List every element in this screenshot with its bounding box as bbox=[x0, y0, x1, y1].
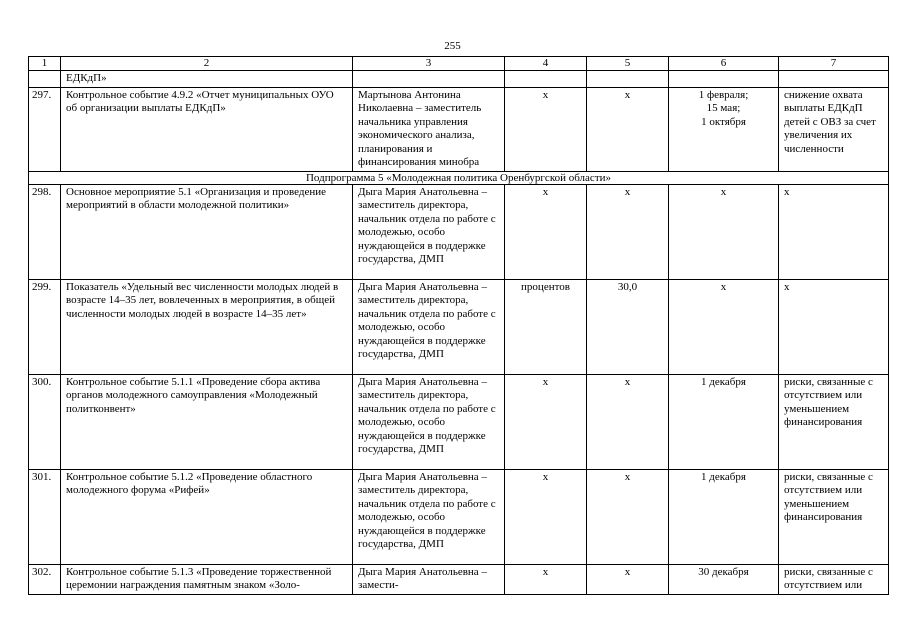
table-row bbox=[29, 469, 889, 564]
responsible-person: Дыга Мария Анатольевна – заместитель директора, начальник отдела по работе с молодежью, особо нуждающейся в поддержке государства, ДМП bbox=[353, 184, 505, 279]
planned-value: х bbox=[587, 184, 669, 279]
row-number: 300. bbox=[29, 374, 61, 469]
row-number: 297. bbox=[29, 87, 61, 171]
deadline: х bbox=[669, 279, 779, 374]
row-number: 302. bbox=[29, 564, 61, 594]
column-header: 1 bbox=[29, 57, 61, 71]
planned-value: х bbox=[587, 87, 669, 171]
table-row bbox=[29, 564, 889, 594]
unit-of-measure: х bbox=[505, 374, 587, 469]
event-description: ЕДКдП» bbox=[61, 71, 353, 88]
plan-table bbox=[28, 56, 889, 595]
deadline: 1 декабря bbox=[669, 374, 779, 469]
row-number: 301. bbox=[29, 469, 61, 564]
subprogram-header-row bbox=[29, 171, 889, 184]
event-description: Показатель «Удельный вес численности молодых людей в возрасте 14–35 лет, вовлеченных в мероприятия, в общей численности молодых людей в возрасте 14–35 лет» bbox=[61, 279, 353, 374]
risks: риски, связанные с отсутствием или bbox=[779, 564, 889, 594]
unit-of-measure: х bbox=[505, 184, 587, 279]
row-number: 299. bbox=[29, 279, 61, 374]
event-description: Контрольное событие 5.1.2 «Проведение областного молодежного форума «Рифей» bbox=[61, 469, 353, 564]
event-description: Контрольное событие 5.1.3 «Проведение торжественной церемонии награждения памятным знаком «Золо- bbox=[61, 564, 353, 594]
unit-of-measure: х bbox=[505, 564, 587, 594]
page-number: 255 bbox=[444, 40, 461, 52]
event-description: Контрольное событие 5.1.1 «Проведение сбора актива органов молодежного самоуправления «Молодежный политконвент» bbox=[61, 374, 353, 469]
event-description: Основное мероприятие 5.1 «Организация и проведение мероприятий в области молодежной политики» bbox=[61, 184, 353, 279]
deadline: 1 декабря bbox=[669, 469, 779, 564]
responsible-person: Мартынова Антонина Николаевна – заместитель начальника управления экономического анализа, планирования и финансирования минобра bbox=[353, 87, 505, 171]
table-row bbox=[29, 71, 889, 88]
row-number bbox=[29, 71, 61, 88]
risks: риски, связанные с отсутствием или уменьшением финансирования bbox=[779, 374, 889, 469]
risks: снижение охвата выплаты ЕДКдП детей с ОВЗ за счет увеличения их численности bbox=[779, 87, 889, 171]
responsible-person: Дыга Мария Анатольевна – заместитель директора, начальник отдела по работе с молодежью, особо нуждающейся в поддержке государства, ДМП bbox=[353, 374, 505, 469]
row-number: 298. bbox=[29, 184, 61, 279]
responsible-person: Дыга Мария Анатольевна – замести- bbox=[353, 564, 505, 594]
column-header: 5 bbox=[587, 57, 669, 71]
deadline: 1 февраля; 15 мая; 1 октября bbox=[669, 87, 779, 171]
unit-of-measure: х bbox=[505, 87, 587, 171]
responsible-person bbox=[353, 71, 505, 88]
table-row bbox=[29, 374, 889, 469]
responsible-person: Дыга Мария Анатольевна – заместитель директора, начальник отдела по работе с молодежью, особо нуждающейся в поддержке государства, ДМП bbox=[353, 279, 505, 374]
column-header: 6 bbox=[669, 57, 779, 71]
risks bbox=[779, 71, 889, 88]
risks: х bbox=[779, 279, 889, 374]
column-header: 7 bbox=[779, 57, 889, 71]
planned-value: х bbox=[587, 564, 669, 594]
column-header: 3 bbox=[353, 57, 505, 71]
event-description: Контрольное событие 4.9.2 «Отчет муниципальных ОУО об организации выплаты ЕДКдП» bbox=[61, 87, 353, 171]
risks: х bbox=[779, 184, 889, 279]
table-row bbox=[29, 184, 889, 279]
planned-value bbox=[587, 71, 669, 88]
deadline: х bbox=[669, 184, 779, 279]
subprogram-title: Подпрограмма 5 «Молодежная политика Оренбургской области» bbox=[29, 171, 889, 184]
table-header-row bbox=[29, 57, 889, 71]
column-header: 2 bbox=[61, 57, 353, 71]
table-row bbox=[29, 87, 889, 171]
unit-of-measure bbox=[505, 71, 587, 88]
unit-of-measure: х bbox=[505, 469, 587, 564]
responsible-person: Дыга Мария Анатольевна – заместитель директора, начальник отдела по работе с молодежью, особо нуждающейся в поддержке государства, ДМП bbox=[353, 469, 505, 564]
planned-value: 30,0 bbox=[587, 279, 669, 374]
column-header: 4 bbox=[505, 57, 587, 71]
planned-value: х bbox=[587, 469, 669, 564]
deadline bbox=[669, 71, 779, 88]
risks: риски, связанные с отсутствием или уменьшением финансирования bbox=[779, 469, 889, 564]
table-row bbox=[29, 279, 889, 374]
planned-value: х bbox=[587, 374, 669, 469]
deadline: 30 декабря bbox=[669, 564, 779, 594]
unit-of-measure: процентов bbox=[505, 279, 587, 374]
